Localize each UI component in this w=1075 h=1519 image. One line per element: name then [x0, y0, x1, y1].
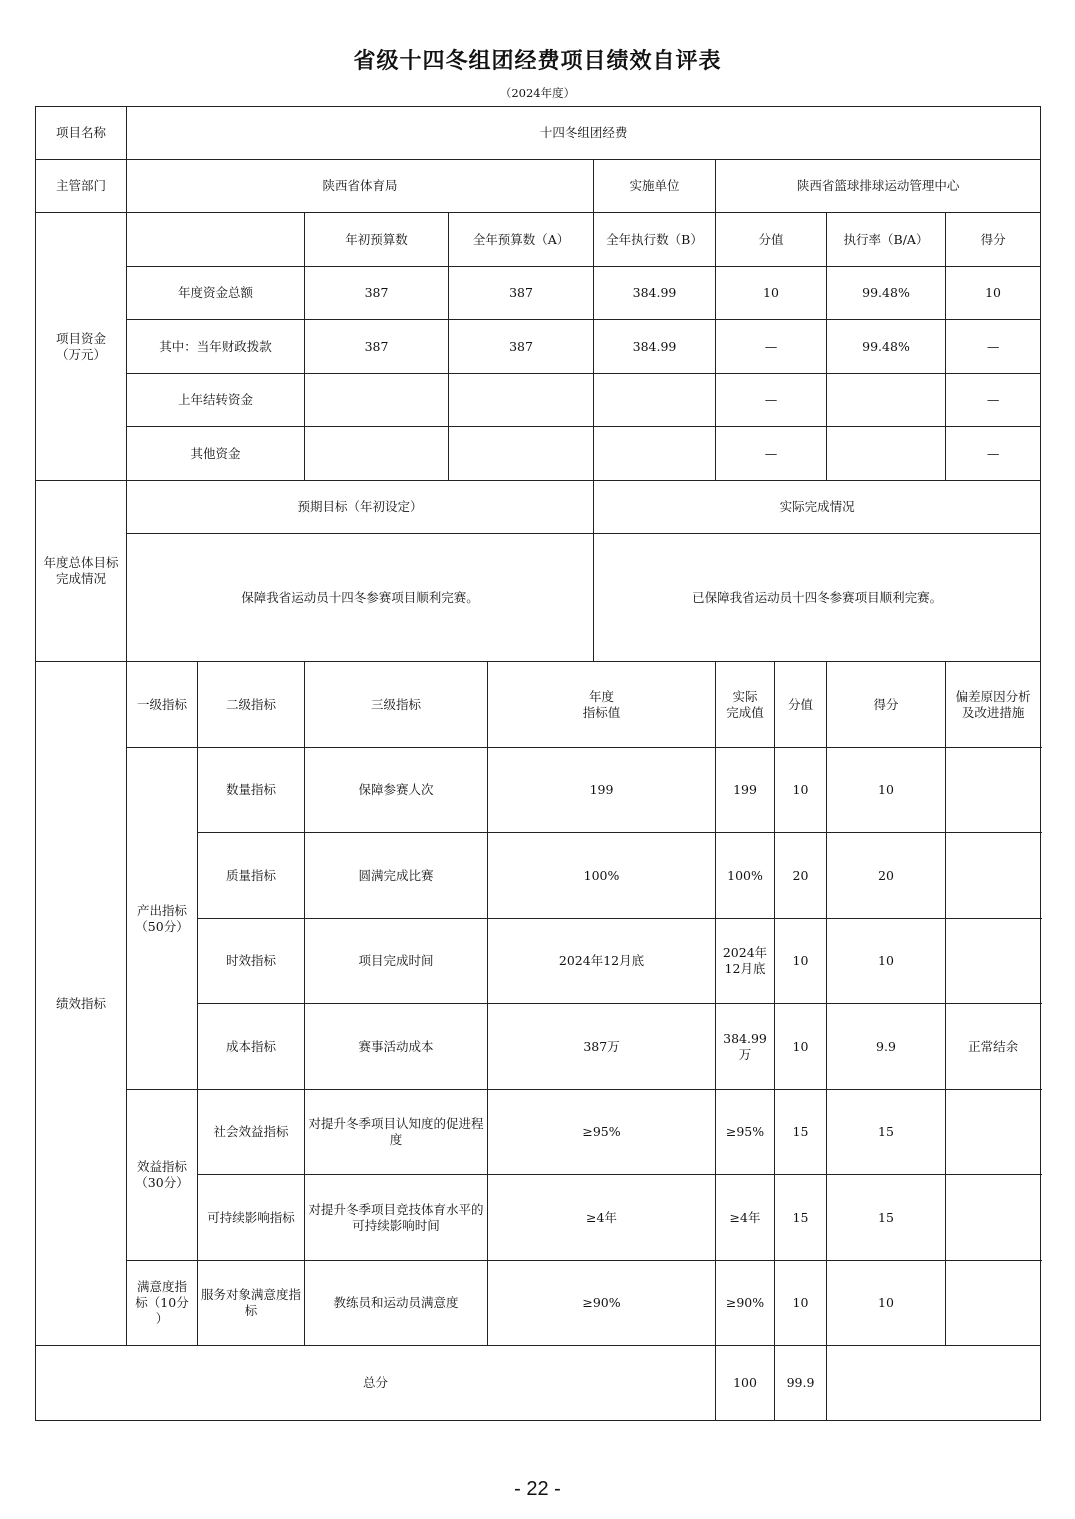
total-score: 99.9	[775, 1346, 827, 1421]
funds-header: 全年执行数（B）	[594, 213, 716, 267]
funds-cell: 387	[305, 267, 449, 320]
funds-row-label: 上年结转资金	[127, 374, 305, 427]
indicators-header: 年度 指标值	[488, 662, 716, 748]
actual-cell: ≥4年	[716, 1175, 775, 1261]
weight-cell: 10	[775, 919, 827, 1004]
funds-row-label: 其他资金	[127, 427, 305, 481]
level2-cell: 时效指标	[198, 919, 305, 1004]
funds-row	[36, 374, 1041, 427]
level2-cell: 服务对象满意度指标	[198, 1261, 305, 1346]
funds-row-label: 年度资金总额	[127, 267, 305, 320]
funds-header-row	[36, 213, 1041, 267]
level2-cell: 成本指标	[198, 1004, 305, 1090]
indicators-header: 得分	[827, 662, 946, 748]
score-cell: 15	[827, 1175, 946, 1261]
actual-cell: ≥95%	[716, 1090, 775, 1175]
target-cell: ≥90%	[488, 1261, 716, 1346]
goals-actual-header: 实际完成情况	[594, 481, 1041, 534]
actual-cell: 100%	[716, 833, 775, 919]
goals-header-row	[36, 481, 1041, 534]
indicators-group-label: 绩效指标	[36, 662, 127, 1346]
total-weight: 100	[716, 1346, 775, 1421]
funds-row-label: 其中：当年财政拨款	[127, 320, 305, 374]
implementer-label: 实施单位	[594, 160, 716, 213]
total-row	[36, 1346, 1041, 1421]
funds-row	[36, 427, 1041, 481]
funds-cell	[449, 427, 594, 481]
funds-cell: —	[946, 374, 1041, 427]
target-cell: 199	[488, 748, 716, 833]
target-cell: 100%	[488, 833, 716, 919]
funds-cell	[827, 374, 946, 427]
department-row	[36, 160, 1041, 213]
goals-content-row	[36, 534, 1041, 662]
score-cell: 15	[827, 1090, 946, 1175]
funds-cell	[305, 427, 449, 481]
indicators-header: 实际 完成值	[716, 662, 775, 748]
indicator-row	[36, 1090, 1041, 1175]
note-cell: 正常结余	[946, 1004, 1041, 1090]
score-cell: 20	[827, 833, 946, 919]
level2-cell: 社会效益指标	[198, 1090, 305, 1175]
level3-cell: 项目完成时间	[305, 919, 488, 1004]
level2-cell: 质量指标	[198, 833, 305, 919]
note-cell	[946, 1261, 1041, 1346]
funds-header: 年初预算数	[305, 213, 449, 267]
actual-cell: 2024年12月底	[716, 919, 775, 1004]
funds-header: 全年预算数（A）	[449, 213, 594, 267]
weight-cell: 20	[775, 833, 827, 919]
note-cell	[946, 833, 1041, 919]
project-name-row	[36, 107, 1041, 160]
funds-cell: 99.48%	[827, 320, 946, 374]
indicators-header: 一级指标	[127, 662, 198, 748]
funds-cell: 387	[449, 320, 594, 374]
level3-cell: 对提升冬季项目认知度的促进程度	[305, 1090, 488, 1175]
weight-cell: 10	[775, 1261, 827, 1346]
target-cell: ≥95%	[488, 1090, 716, 1175]
score-cell: 10	[827, 919, 946, 1004]
funds-group-label: 项目资金 （万元）	[36, 213, 127, 481]
funds-cell: 99.48%	[827, 267, 946, 320]
funds-cell: —	[716, 320, 827, 374]
project-name-value: 十四冬组团经费	[127, 107, 1041, 160]
funds-cell: 387	[305, 320, 449, 374]
evaluation-table	[35, 106, 1041, 1421]
funds-cell: 387	[449, 267, 594, 320]
indicators-header: 偏差原因分析 及改进措施	[946, 662, 1041, 748]
funds-cell: 384.99	[594, 267, 716, 320]
indicators-header: 分值	[775, 662, 827, 748]
funds-cell	[305, 374, 449, 427]
level3-cell: 保障参赛人次	[305, 748, 488, 833]
funds-header-blank	[127, 213, 305, 267]
total-label: 总分	[36, 1346, 716, 1421]
score-cell: 9.9	[827, 1004, 946, 1090]
funds-cell	[594, 427, 716, 481]
weight-cell: 15	[775, 1090, 827, 1175]
page-number: - 22 -	[514, 1478, 561, 1500]
funds-cell	[449, 374, 594, 427]
funds-cell: —	[946, 320, 1041, 374]
weight-cell: 10	[775, 748, 827, 833]
target-cell: 2024年12月底	[488, 919, 716, 1004]
goals-expected-header: 预期目标（年初设定）	[127, 481, 594, 534]
actual-cell: ≥90%	[716, 1261, 775, 1346]
funds-cell: 10	[716, 267, 827, 320]
level2-cell: 可持续影响指标	[198, 1175, 305, 1261]
score-cell: 10	[827, 1261, 946, 1346]
target-cell: 387万	[488, 1004, 716, 1090]
funds-cell	[827, 427, 946, 481]
indicators-header: 三级指标	[305, 662, 488, 748]
funds-header: 得分	[946, 213, 1041, 267]
weight-cell: 10	[775, 1004, 827, 1090]
department-label: 主管部门	[36, 160, 127, 213]
indicator-row	[36, 1261, 1041, 1346]
score-cell: 10	[827, 748, 946, 833]
level3-cell: 教练员和运动员满意度	[305, 1261, 488, 1346]
level1-benefit: 效益指标 （30分）	[127, 1090, 198, 1261]
actual-cell: 384.99万	[716, 1004, 775, 1090]
note-cell	[946, 748, 1041, 833]
funds-row	[36, 320, 1041, 374]
project-name-label: 项目名称	[36, 107, 127, 160]
goals-actual-text: 已保障我省运动员十四冬参赛项目顺利完赛。	[594, 534, 1041, 662]
target-cell: ≥4年	[488, 1175, 716, 1261]
funds-cell: 384.99	[594, 320, 716, 374]
note-cell	[946, 1090, 1041, 1175]
note-cell	[946, 919, 1041, 1004]
indicators-header-row	[36, 662, 1041, 748]
level1-satisfaction: 满意度指 标（10分 ）	[127, 1261, 198, 1346]
actual-cell: 199	[716, 748, 775, 833]
department-value: 陕西省体育局	[127, 160, 594, 213]
indicators-header: 二级指标	[198, 662, 305, 748]
page-subtitle: （2024年度）	[499, 86, 576, 100]
note-cell	[946, 1175, 1041, 1261]
goals-group-label: 年度总体目标 完成情况	[36, 481, 127, 662]
goals-expected-text: 保障我省运动员十四冬参赛项目顺利完赛。	[127, 534, 594, 662]
implementer-value: 陕西省篮球排球运动管理中心	[716, 160, 1041, 213]
funds-cell: —	[946, 427, 1041, 481]
level1-output: 产出指标 （50分）	[127, 748, 198, 1090]
level3-cell: 对提升冬季项目竞技体育水平的可持续影响时间	[305, 1175, 488, 1261]
funds-header: 分值	[716, 213, 827, 267]
funds-cell	[594, 374, 716, 427]
level3-cell: 圆满完成比赛	[305, 833, 488, 919]
funds-cell: —	[716, 427, 827, 481]
funds-header: 执行率（B/A）	[827, 213, 946, 267]
page-title: 省级十四冬组团经费项目绩效自评表	[353, 49, 722, 74]
indicator-row	[36, 748, 1041, 833]
funds-cell: —	[716, 374, 827, 427]
funds-cell: 10	[946, 267, 1041, 320]
funds-row	[36, 267, 1041, 320]
weight-cell: 15	[775, 1175, 827, 1261]
level3-cell: 赛事活动成本	[305, 1004, 488, 1090]
level2-cell: 数量指标	[198, 748, 305, 833]
total-note	[827, 1346, 1041, 1421]
